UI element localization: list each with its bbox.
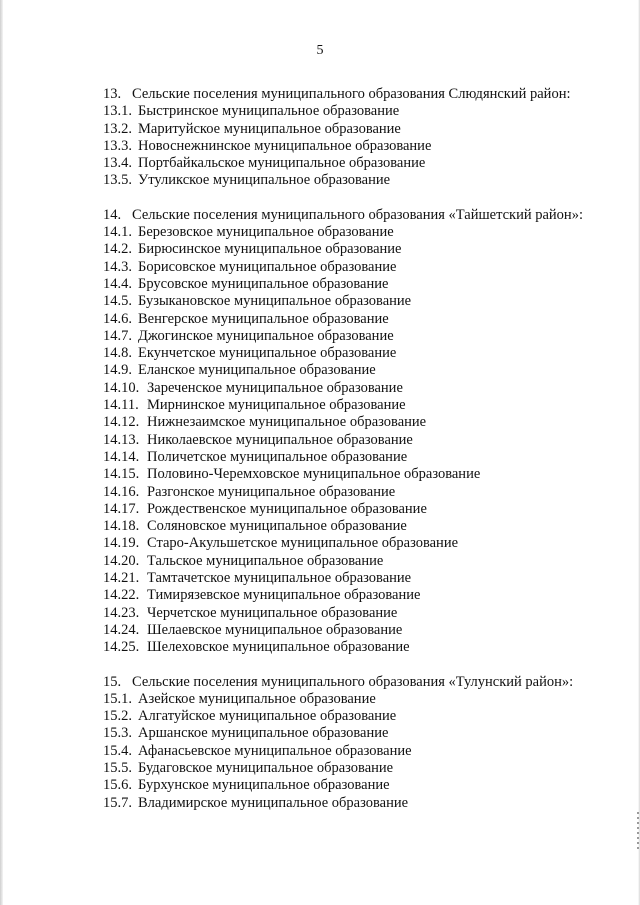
- item-number: 15.5.: [103, 759, 132, 776]
- item-number: 14.17.: [103, 500, 140, 517]
- list-item: [103, 587, 591, 604]
- item-number: 14.25.: [103, 639, 140, 656]
- item-text: Новоснежнинское муниципальное образование: [138, 137, 432, 154]
- list-item: [103, 328, 591, 345]
- list-item: [103, 362, 591, 379]
- item-text: Маритуйское муниципальное образование: [138, 120, 401, 137]
- item-number: 14.12.: [103, 414, 140, 431]
- item-text: Аршанское муниципальное образование: [138, 725, 389, 742]
- list-item: [103, 172, 591, 189]
- section: [103, 86, 591, 190]
- list-item: [103, 432, 591, 449]
- section-title: Сельские поселения муниципального образования Слюдянский район:: [132, 86, 571, 102]
- list-item: [103, 518, 591, 535]
- item-number: 14.6.: [103, 310, 132, 327]
- list-item: [103, 276, 591, 293]
- item-number: 14.19.: [103, 535, 140, 552]
- list-item: [103, 795, 591, 812]
- section-title: Сельские поселения муниципального образования «Тулунский район»:: [132, 673, 574, 690]
- list-item: [103, 484, 591, 501]
- list-item: [103, 639, 591, 656]
- list-item: [103, 138, 591, 155]
- item-text: Портбайкальское муниципальное образование: [138, 155, 426, 172]
- item-text: Быстринское муниципальное образование: [138, 103, 400, 120]
- list-item: [103, 743, 591, 760]
- settlement-list: [103, 86, 591, 812]
- item-number: 14.20.: [103, 552, 140, 569]
- item-text: Половино-Черемховское муниципальное образование: [147, 466, 481, 483]
- item-number: 14.18.: [103, 518, 140, 535]
- section-heading: [103, 674, 591, 691]
- section-number: 14.: [103, 206, 122, 223]
- list-item: [103, 691, 591, 708]
- scan-margin-mark: [637, 812, 639, 852]
- item-number: 14.10.: [103, 379, 140, 396]
- item-text: Екунчетское муниципальное образование: [138, 345, 397, 362]
- item-text: Бузыкановское муниципальное образование: [138, 293, 412, 310]
- item-text: Березовское муниципальное образование: [138, 224, 394, 241]
- item-number: 14.4.: [103, 275, 132, 292]
- item-number: 15.3.: [103, 725, 132, 742]
- item-number: 14.7.: [103, 327, 132, 344]
- list-item: [103, 535, 591, 552]
- item-number: 14.9.: [103, 362, 132, 379]
- item-number: 15.1.: [103, 690, 132, 707]
- item-text: Бирюсинское муниципальное образование: [138, 241, 402, 258]
- item-text: Алгатуйское муниципальное образование: [138, 708, 397, 725]
- item-number: 15.2.: [103, 708, 132, 725]
- list-item: [103, 708, 591, 725]
- section-heading: [103, 86, 591, 103]
- item-text: Черчетское муниципальное образование: [147, 604, 398, 621]
- item-text: Разгонское муниципальное образование: [147, 483, 396, 500]
- list-item: [103, 466, 591, 483]
- item-number: 13.5.: [103, 172, 132, 189]
- item-number: 14.24.: [103, 621, 140, 638]
- item-number: 13.3.: [103, 137, 132, 154]
- list-item: [103, 224, 591, 241]
- item-number: 14.5.: [103, 293, 132, 310]
- item-number: 14.21.: [103, 570, 140, 587]
- item-text: Соляновское муниципальное образование: [147, 518, 407, 535]
- item-number: 14.15.: [103, 466, 140, 483]
- item-text: Рождественское муниципальное образование: [147, 500, 427, 517]
- list-item: [103, 155, 591, 172]
- list-item: [103, 725, 591, 742]
- item-number: 14.22.: [103, 587, 140, 604]
- item-number: 14.13.: [103, 431, 140, 448]
- item-text: Тимирязевское муниципальное образование: [147, 587, 421, 604]
- section: [103, 674, 591, 812]
- list-item: [103, 414, 591, 431]
- item-text: Еланское муниципальное образование: [138, 362, 376, 379]
- item-text: Будаговское муниципальное образование: [138, 759, 394, 776]
- list-item: [103, 570, 591, 587]
- list-item: [103, 121, 591, 138]
- section-number: 13.: [103, 86, 122, 102]
- list-item: [103, 553, 591, 570]
- list-item: [103, 311, 591, 328]
- item-text: Венгерское муниципальное образование: [138, 310, 389, 327]
- item-number: 14.1.: [103, 224, 132, 241]
- item-number: 13.1.: [103, 103, 132, 120]
- item-text: Мирнинское муниципальное образование: [147, 397, 406, 414]
- item-text: Борисовское муниципальное образование: [138, 258, 397, 275]
- item-text: Владимирское муниципальное образование: [138, 794, 409, 811]
- item-number: 13.2.: [103, 120, 132, 137]
- list-item: [103, 397, 591, 414]
- item-number: 14.16.: [103, 483, 140, 500]
- item-text: Джогинское муниципальное образование: [138, 327, 394, 344]
- item-number: 15.4.: [103, 742, 132, 759]
- section-title: Сельские поселения муниципального образования «Тайшетский район»:: [132, 206, 583, 223]
- section-number: 15.: [103, 673, 122, 690]
- item-text: Зареченское муниципальное образование: [147, 379, 403, 396]
- list-item: [103, 622, 591, 639]
- item-text: Нижнезаимское муниципальное образование: [147, 414, 427, 431]
- list-item: [103, 605, 591, 622]
- item-text: Афанасьевское муниципальное образование: [138, 742, 412, 759]
- list-item: [103, 449, 591, 466]
- item-text: Тамтачетское муниципальное образование: [147, 570, 412, 587]
- list-item: [103, 293, 591, 310]
- item-text: Тальское муниципальное образование: [147, 552, 384, 569]
- item-text: Старо-Акульшетское муниципальное образование: [147, 535, 459, 552]
- item-number: 14.11.: [103, 397, 139, 414]
- list-item: [103, 760, 591, 777]
- item-text: Брусовское муниципальное образование: [138, 275, 389, 292]
- item-number: 14.2.: [103, 241, 132, 258]
- item-number: 13.4.: [103, 155, 132, 172]
- item-text: Азейское муниципальное образование: [138, 690, 376, 707]
- item-text: Бурхунское муниципальное образование: [138, 777, 390, 794]
- list-item: [103, 777, 591, 794]
- item-number: 14.14.: [103, 448, 140, 465]
- item-number: 15.7.: [103, 794, 132, 811]
- item-number: 14.3.: [103, 258, 132, 275]
- item-text: Утуликское муниципальное образование: [138, 172, 391, 189]
- list-item: [103, 259, 591, 276]
- item-number: 14.8.: [103, 345, 132, 362]
- item-text: Николаевское муниципальное образование: [147, 431, 413, 448]
- item-number: 15.6.: [103, 777, 132, 794]
- list-item: [103, 241, 591, 258]
- item-text: Шелаевское муниципальное образование: [147, 621, 403, 638]
- page-number: 5: [316, 43, 324, 58]
- item-number: 14.23.: [103, 604, 140, 621]
- section: [103, 207, 591, 657]
- section-heading: [103, 207, 591, 224]
- list-item: [103, 103, 591, 120]
- list-item: [103, 380, 591, 397]
- list-item: [103, 501, 591, 518]
- item-text: Шелеховское муниципальное образование: [147, 639, 410, 656]
- scan-edge: [0, 0, 3, 905]
- item-text: Поличетское муниципальное образование: [147, 448, 408, 465]
- list-item: [103, 345, 591, 362]
